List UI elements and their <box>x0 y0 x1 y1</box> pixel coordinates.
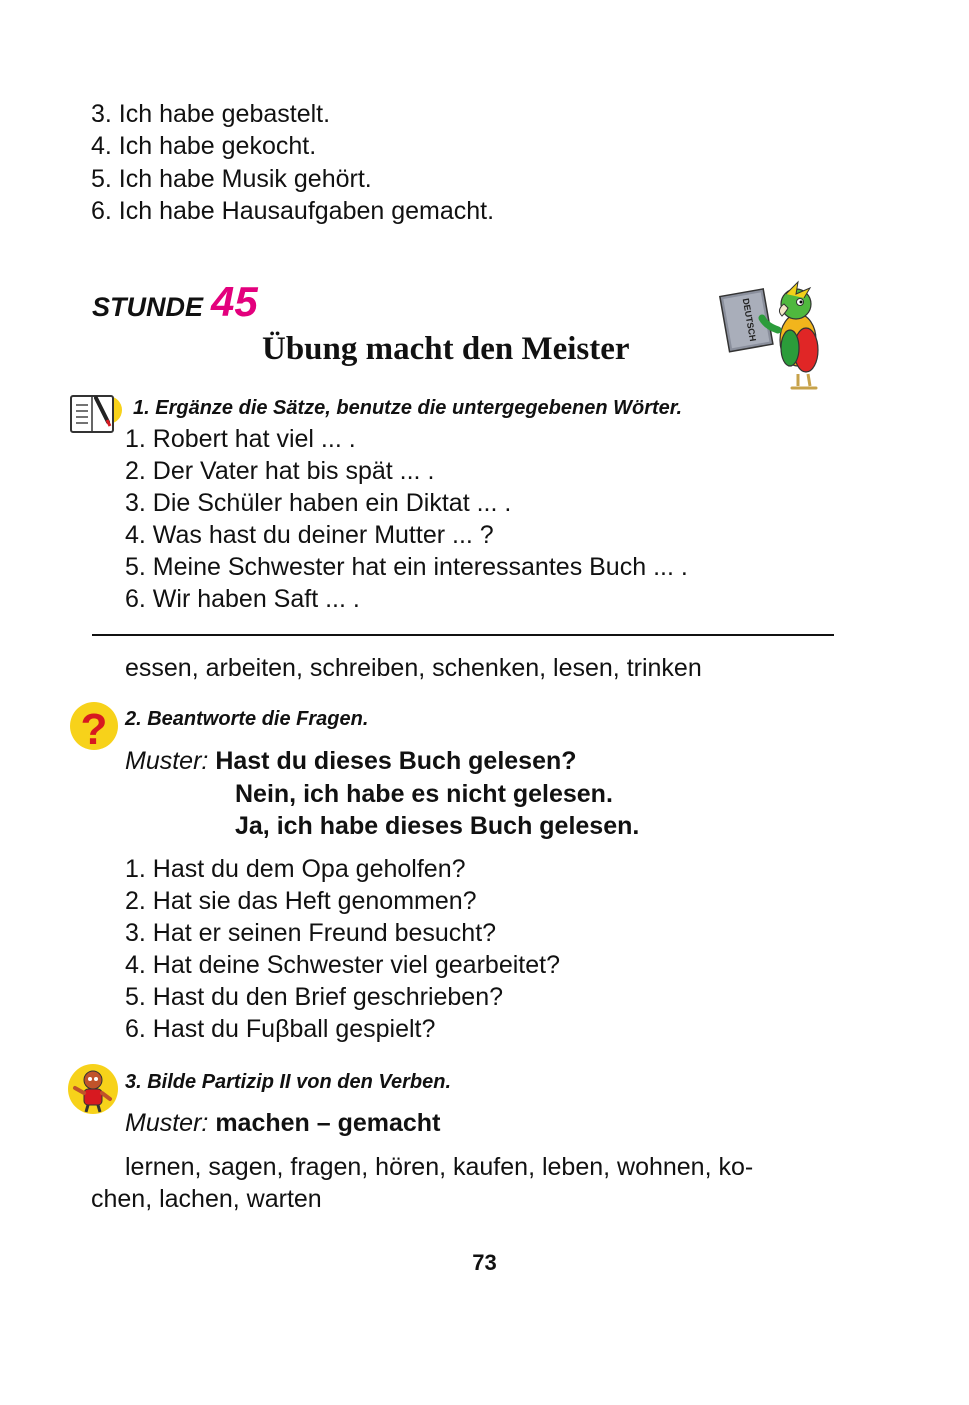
task3-verbs-line1: lernen, sagen, fragen, hören, kaufen, leben, wohnen, ko- <box>125 1153 754 1181</box>
task3-verbs-line2: chen, lachen, warten <box>91 1185 322 1213</box>
parrot-icon <box>718 278 836 396</box>
list-item: 2. Hat sie das Heft genommen? <box>125 887 477 915</box>
intro-line: 4. Ich habe gekocht. <box>91 132 317 161</box>
muster-example: machen – gemacht <box>215 1109 441 1137</box>
list-item: 4. Hat deine Schwester viel gearbeitet? <box>125 951 560 979</box>
intro-line: 3. Ich habe gebastelt. <box>91 100 331 128</box>
list-item: 1. Hast du dem Opa geholfen? <box>125 855 466 883</box>
intro-line: 6. Ich habe Hausaufgaben gemacht. <box>91 196 495 225</box>
muster-line: Ja, ich habe dieses Buch gelesen. <box>235 812 640 840</box>
divider <box>92 634 834 636</box>
task2-heading: 2. Beantworte die Fragen. <box>125 708 369 730</box>
lesson-title: Übung macht den Meister <box>262 331 630 367</box>
task1-heading: 1. Ergänze die Sätze, benutze die untergegebenen Wörter. <box>133 397 683 419</box>
task3-heading: 3. Bilde Partizip II von den Verben. <box>125 1071 451 1093</box>
lesson-heading <box>92 278 258 326</box>
list-item: 1. Robert hat viel ... . <box>125 425 356 453</box>
list-item: 3. Hat er seinen Freund besucht? <box>125 919 497 947</box>
mascot-sign-text: DEUTSCH <box>740 297 759 343</box>
intro-list <box>91 98 494 227</box>
task1-list <box>125 423 688 615</box>
muster-label: Muster: <box>125 747 209 775</box>
lesson-number: 45 <box>211 278 258 325</box>
list-item: 2. Der Vater hat bis spät ... . <box>125 457 435 485</box>
notebook-pencil-icon <box>68 388 124 440</box>
list-item: 5. Meine Schwester hat ein interessantes Buch ... . <box>125 553 688 581</box>
lesson-label: STUNDE <box>92 292 204 322</box>
list-item: 6. Hast du Fuβball gespielt? <box>125 1015 436 1043</box>
intro-line: 5. Ich habe Musik gehört. <box>91 164 372 193</box>
muster-line: Nein, ich habe es nicht gelesen. <box>235 779 613 808</box>
muster-label: Muster: <box>125 1109 209 1137</box>
question-mark-icon <box>68 700 120 756</box>
task2-muster <box>125 745 639 843</box>
list-item: 4. Was hast du deiner Mutter ... ? <box>125 521 494 549</box>
task2-list <box>125 853 560 1045</box>
task1-word-bank: essen, arbeiten, schreiben, schenken, lesen, trinken <box>125 654 702 682</box>
list-item: 3. Die Schüler haben ein Diktat ... . <box>125 489 512 517</box>
svg-text:?: ? <box>80 705 108 754</box>
list-item: 5. Hast du den Brief geschrieben? <box>125 983 504 1011</box>
page-number: 73 <box>472 1250 497 1275</box>
list-item: 6. Wir haben Saft ... . <box>125 585 360 613</box>
task3-muster <box>125 1107 440 1140</box>
mascot-character-icon <box>66 1062 120 1116</box>
muster-line: Hast du dieses Buch gelesen? <box>215 747 577 775</box>
